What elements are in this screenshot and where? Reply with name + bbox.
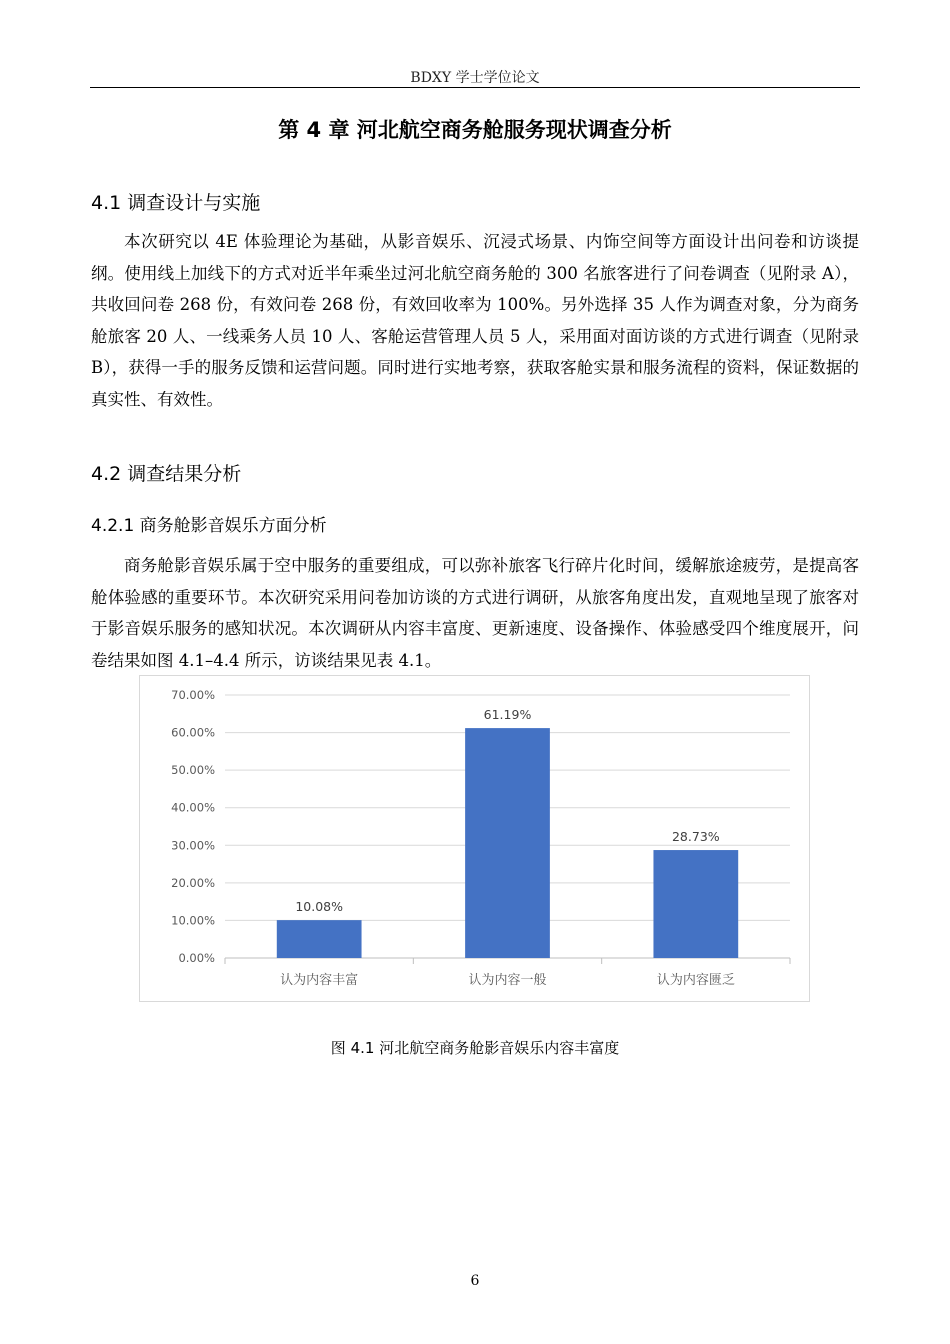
data-label: 10.08%	[295, 899, 344, 915]
data-label: 61.19%	[483, 707, 532, 723]
x-category-label: 认为内容匮乏	[656, 973, 735, 988]
section-heading-4-2: 4.2 调查结果分析	[91, 463, 242, 485]
bar-chart-canvas	[140, 676, 811, 1003]
header-rule	[90, 87, 860, 88]
running-header: BDXY 学士学位论文	[410, 70, 540, 86]
y-tick-label: 20.00%	[171, 875, 215, 890]
x-category-label: 认为内容丰富	[280, 973, 359, 988]
chapter-title: 第 4 章 河北航空商务舱服务现状调查分析	[278, 118, 672, 142]
y-tick-label: 60.00%	[171, 725, 215, 740]
bar-chart	[139, 675, 810, 1002]
y-tick-label: 30.00%	[171, 838, 215, 853]
section-heading-4-1: 4.1 调查设计与实施	[91, 192, 261, 214]
x-category-label: 认为内容一般	[468, 973, 547, 988]
y-tick-label: 40.00%	[171, 800, 215, 815]
paragraph-survey-design: 本次研究以 4E 体验理论为基础，从影音娱乐、沉浸式场景、内饰空间等方面设计出问卷和访谈提纲。使用线上加线下的方式对近半年乘坐过河北航空商务舱的 300 名旅客进行了问卷调查（见附录 A），共收回问卷 268 份，有效问卷 268 份，有效回收率为 100%。另外选择 35 人作为调查对象，分为商务舱旅客 20 人、一线乘务人员 10 人、客舱运营管理人员 5 人，采用面对面访谈的方式进行调查（见附录 B），获得一手的服务反馈和运营问题。同时进行实地考察，获取客舱实景和服务流程的资料，保证数据的真实性、有效性。	[91, 232, 859, 409]
bar	[465, 728, 550, 958]
bar	[277, 920, 362, 958]
page-number: 6	[470, 1273, 480, 1289]
y-tick-label: 70.00%	[171, 688, 215, 702]
paragraph-entertainment: 商务舱影音娱乐属于空中服务的重要组成，可以弥补旅客飞行碎片化时间，缓解旅途疲劳，是提高客舱体验感的重要环节。本次研究采用问卷加访谈的方式进行调研，从旅客角度出发，直观地呈现了旅客对于影音娱乐服务的感知状况。本次调研从内容丰富度、更新速度、设备操作、体验感受四个维度展开，问卷结果如图 4.1–4.4 所示，访谈结果见表 4.1。	[91, 556, 859, 670]
bar	[653, 850, 738, 958]
y-tick-label: 0.00%	[178, 951, 215, 965]
y-tick-label: 10.00%	[171, 913, 215, 928]
y-tick-label: 50.00%	[171, 763, 215, 778]
figure-caption: 图 4.1 河北航空商务舱影音娱乐内容丰富度	[330, 1039, 620, 1057]
subsection-heading-4-2-1: 4.2.1 商务舱影音娱乐方面分析	[91, 516, 327, 536]
data-label: 28.73%	[671, 829, 720, 845]
